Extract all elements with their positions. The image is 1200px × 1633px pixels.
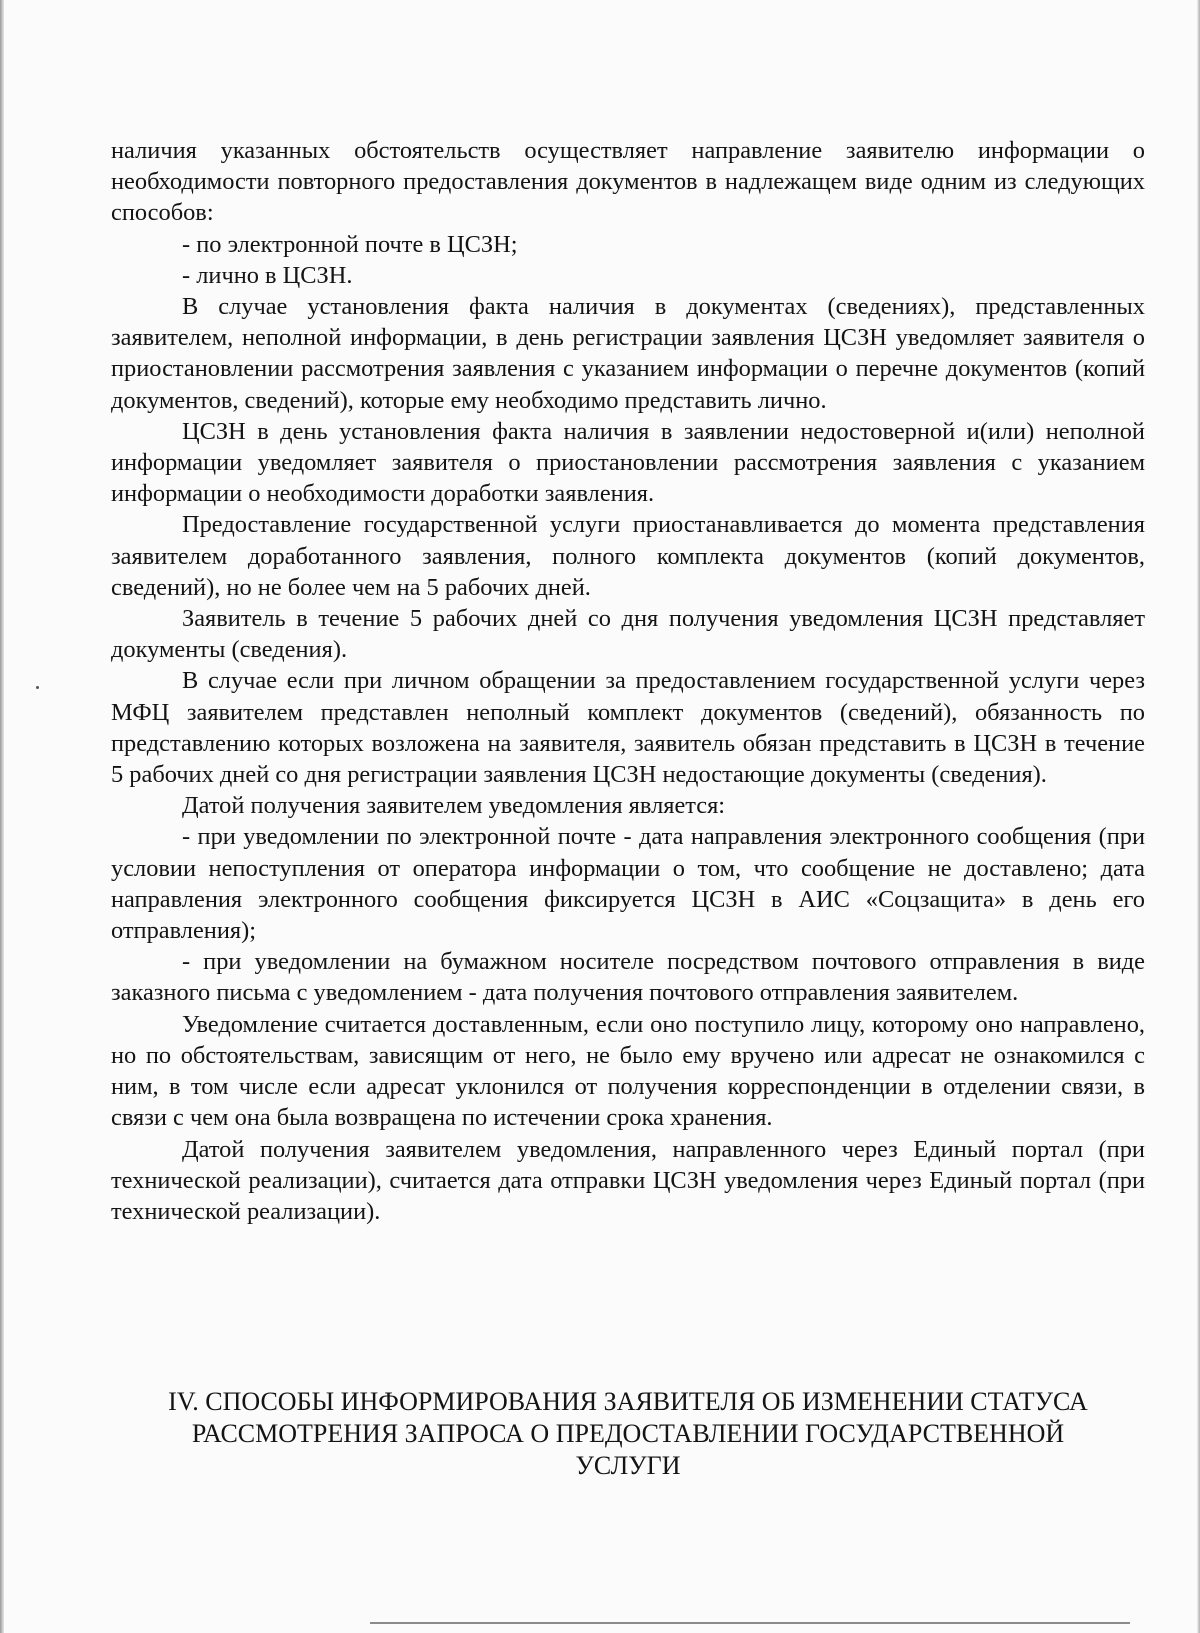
- paragraph-incomplete-info: В случае установления факта наличия в документах (сведениях), представленных заявителем, неполной информации, в день регистрации заявления ЦСЗН уведомляет заявителя о приостановлении рассмотрения заявления с указанием информации о перечне документов (копий документов, сведений), которые ему необходимо представить лично.: [111, 293, 1145, 414]
- scan-speck: [36, 686, 39, 689]
- list-item-email: - по электронной почте в ЦСЗН;: [182, 230, 518, 258]
- paragraph-inaccurate-info: ЦСЗН в день установления факта наличия в заявлении недостоверной и(или) неполной информации уведомляет заявителя о приостановлении рассмотрения заявления с указанием информации о необходимости доработки заявления.: [111, 417, 1145, 508]
- paragraph-mfc-incomplete: В случае если при личном обращении за предоставлением государственной услуги через МФЦ заявителем представлен неполный комплект документов (сведений), обязанность по представлению которых возложена на заявителя, заявитель обязан представить в ЦСЗН в течение 5 рабочих дней со дня регистрации заявления ЦСЗН недостающие документы (сведения).: [111, 667, 1145, 789]
- paragraph-delivered-notice: Уведомление считается доставленным, если оно поступило лицу, которому оно направлено, но по обстоятельствам, зависящим от него, не было ему вручено или адресат не ознакомился с ним, в том числе если адресат уклонился от получения корреспонденции в отделении связи, в связи с чем она была возвращена по истечении срока хранения.: [111, 1010, 1145, 1132]
- section-heading-line-3: УСЛУГИ: [575, 1451, 681, 1480]
- paragraph-suspension: Предоставление государственной услуги приостанавливается до момента представления заявителем доработанного заявления, полного комплекта документов (копий документов, сведений), но не более чем на 5 рабочих дней.: [111, 511, 1145, 601]
- document-body: [111, 135, 1145, 1227]
- list-item-in-person: - лично в ЦСЗН.: [182, 261, 353, 289]
- paragraph-continuation: наличия указанных обстоятельств осуществляет направление заявителю информации о необходимости повторного предоставления документов в надлежащем виде одним из следующих способов:: [111, 137, 1145, 227]
- paragraph-single-portal: Датой получения заявителем уведомления, направленного через Единый портал (при технической реализации), считается дата отправки ЦСЗН уведомления через Единый портал (при технической реализации).: [111, 1135, 1145, 1225]
- scan-edge-left: [0, 0, 4, 1633]
- section-heading-line-2: РАССМОТРЕНИЯ ЗАПРОСА О ПРЕДОСТАВЛЕНИИ ГОСУДАРСТВЕННОЙ: [191, 1419, 1065, 1448]
- list-item-email-notification: - при уведомлении по электронной почте - дата направления электронного сообщения (при условии непоступления от оператора информации о том, что сообщение не доставлено; дата направления электронного сообщения фиксируется ЦСЗН в АИС «Соцзащита» в день его отправления);: [111, 823, 1145, 945]
- scan-line-bottom: [370, 1622, 1130, 1624]
- paragraph-applicant-deadline: Заявитель в течение 5 рабочих дней со дня получения уведомления ЦСЗН представляет документы (сведения).: [111, 605, 1145, 664]
- list-item-paper-notification: - при уведомлении на бумажном носителе посредством почтового отправления в виде заказного письма с уведомлением - дата получения почтового отправления заявителем.: [111, 948, 1145, 1007]
- section-heading-line-1: IV. СПОСОБЫ ИНФОРМИРОВАНИЯ ЗАЯВИТЕЛЯ ОБ ИЗМЕНЕНИИ СТАТУСА: [168, 1387, 1088, 1416]
- section-heading: [111, 1386, 1145, 1482]
- paragraph-receipt-date-intro: Датой получения заявителем уведомления является:: [182, 792, 726, 820]
